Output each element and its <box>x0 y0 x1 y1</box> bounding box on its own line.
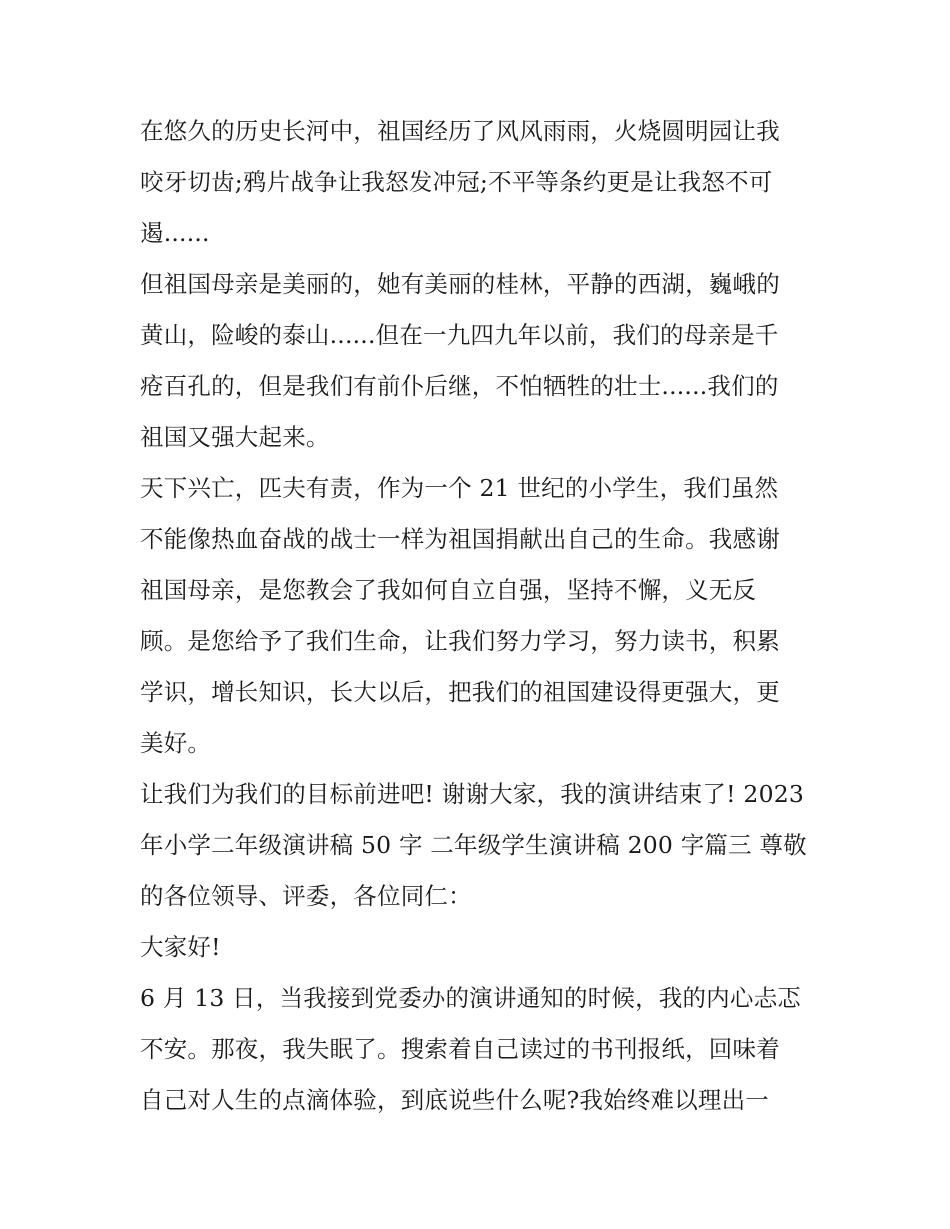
text-line: 祖国母亲，是您教会了我如何自立自强，坚持不懈，义无反 <box>140 576 757 604</box>
text-line: 祖国又强大起来。 <box>140 423 330 451</box>
text-line: 的各位领导、评委，各位同仁： <box>140 882 472 910</box>
document-body <box>140 106 812 1126</box>
text-line: 自己对人生的点滴体验，到底说些什么呢?我始终难以理出一 <box>140 1086 769 1114</box>
text-line: 大家好! <box>140 933 221 961</box>
text-line: 学识，增长知识，长大以后，把我们的祖国建设得更强大，更 <box>140 678 780 706</box>
text-line: 咬牙切齿;鸦片战争让我怒发冲冠;不平等条约更是让我怒不可 <box>140 168 773 196</box>
text-line: 天下兴亡，匹夫有责，作为一个 21 世纪的小学生，我们虽然 <box>140 474 779 502</box>
text-line: 顾。是您给予了我们生命，让我们努力学习，努力读书，积累 <box>140 627 780 655</box>
text-line: 让我们为我们的目标前进吧! 谢谢大家，我的演讲结束了! 2023 <box>140 780 805 808</box>
text-line: 年小学二年级演讲稿 50 字 二年级学生演讲稿 200 字篇三 尊敬 <box>140 831 807 859</box>
text-line: 但祖国母亲是美丽的，她有美丽的桂林，平静的西湖，巍峨的 <box>140 270 780 298</box>
text-line: 遏...... <box>140 219 210 247</box>
text-line: 不能像热血奋战的战士一样为祖国捐献出自己的生命。我感谢 <box>140 525 780 553</box>
text-line: 美好。 <box>140 729 212 757</box>
text-line: 不安。那夜，我失眠了。搜索着自己读过的书刊报纸，回味着 <box>140 1035 780 1063</box>
text-line: 黄山，险峻的泰山......但在一九四九年以前，我们的母亲是千 <box>140 321 779 349</box>
text-line: 在悠久的历史长河中，祖国经历了风风雨雨，火烧圆明园让我 <box>140 117 780 145</box>
text-line: 6 月 13 日，当我接到党委办的演讲通知的时候，我的内心忐忑 <box>140 984 801 1012</box>
text-line: 疮百孔的，但是我们有前仆后继，不怕牺牲的壮士......我们的 <box>140 372 779 400</box>
